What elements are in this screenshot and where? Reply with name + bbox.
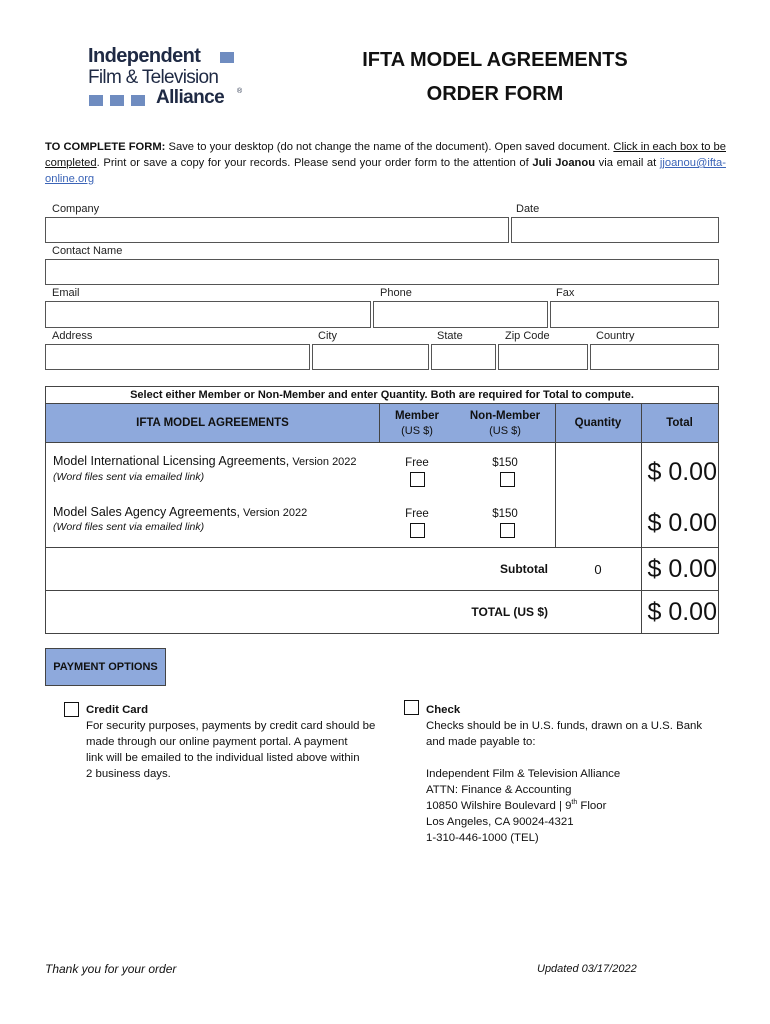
member-checkbox-1[interactable]	[410, 472, 425, 487]
contact-name-field[interactable]	[45, 259, 719, 285]
zip-label: Zip Code	[505, 330, 550, 342]
header-quantity: Quantity	[574, 417, 622, 429]
member-price-1: Free	[405, 457, 429, 469]
logo-line-3: Alliance	[156, 87, 225, 108]
logo-square	[89, 95, 103, 106]
instructions-underlined: Click in each box to be completed	[45, 141, 726, 169]
subtotal-label: Subtotal	[500, 562, 548, 576]
member-checkbox-2[interactable]	[410, 523, 425, 538]
logo-square	[131, 95, 145, 106]
subtotal-divider	[46, 547, 718, 548]
product-note-1: (Word files sent via emailed link)	[53, 471, 205, 483]
logo-line-2: Film & Television	[88, 67, 219, 88]
city-label: City	[318, 330, 337, 342]
credit-card-checkbox[interactable]	[64, 702, 79, 717]
product-name-1	[53, 454, 357, 468]
payment-options-header: PAYMENT OPTIONS	[45, 648, 166, 686]
quantity-input-2[interactable]	[556, 495, 640, 546]
order-table-header	[46, 403, 718, 443]
form-title: IFTA MODEL AGREEMENTS	[362, 49, 628, 71]
header-member-label: Member	[394, 409, 440, 422]
row-total-1: $ 0.00	[647, 458, 717, 486]
address-field[interactable]	[45, 344, 310, 370]
product-name-2	[53, 505, 307, 519]
state-label: State	[437, 330, 463, 342]
phone-label: Phone	[380, 287, 412, 299]
check-title: Check	[426, 704, 461, 716]
check-line: Checks should be in U.S. funds, drawn on a U.S. Bank	[426, 720, 703, 732]
company-label: Company	[52, 203, 100, 215]
order-table	[45, 386, 719, 634]
credit-card-line: made through our online payment portal. A payment	[86, 736, 348, 748]
city-field[interactable]	[312, 344, 429, 370]
instructions-lead: TO COMPLETE FORM:	[45, 141, 166, 153]
product-version-2: Version 2022	[239, 507, 308, 519]
email-field[interactable]	[45, 301, 371, 328]
state-field[interactable]	[431, 344, 496, 370]
credit-card-line: link will be emailed to the individual listed above within	[86, 752, 360, 764]
logo-line-1: Independent	[88, 45, 201, 67]
zip-field[interactable]	[498, 344, 588, 370]
credit-card-line: For security purposes, payments by credit card should be	[86, 720, 376, 732]
instructions-text-3: via email at	[595, 157, 660, 169]
nonmember-price-2: $150	[492, 508, 518, 520]
email-link[interactable]: jjoanou@ifta-online.org	[45, 157, 726, 185]
total-value: $ 0.00	[647, 598, 717, 626]
total-label: TOTAL (US $)	[471, 605, 548, 619]
row-total-2: $ 0.00	[647, 509, 717, 537]
header-member-unit: (US $)	[401, 424, 433, 437]
product-version-1: Version 2022	[289, 456, 357, 468]
nonmember-checkbox-1[interactable]	[500, 472, 515, 487]
instructions-text-2: . Print or save a copy for your records. Please send your order form to the attention of	[96, 157, 533, 169]
logo-square	[220, 52, 234, 63]
subtotal-value: $ 0.00	[647, 555, 717, 583]
subtotal-quantity: 0	[594, 562, 602, 577]
street-floor: Floor	[577, 800, 607, 812]
credit-card-line: 2 business days.	[86, 768, 171, 780]
product-name-2-text: Model Sales Agency Agreements,	[53, 505, 240, 519]
instructions	[45, 139, 726, 187]
credit-card-option	[86, 702, 375, 782]
nonmember-checkbox-2[interactable]	[500, 523, 515, 538]
address-label: Address	[52, 330, 93, 342]
ifta-logo	[88, 46, 248, 108]
phone-field[interactable]	[373, 301, 548, 328]
order-table-caption: Select either Member or Non-Member and enter Quantity. Both are required for Total to compute.	[130, 389, 634, 401]
check-spacer	[426, 750, 702, 766]
credit-card-title: Credit Card	[86, 704, 149, 716]
country-field[interactable]	[590, 344, 719, 370]
header-agreements: IFTA MODEL AGREEMENTS	[136, 417, 289, 429]
company-field[interactable]	[45, 217, 509, 243]
fax-label: Fax	[556, 287, 575, 299]
total-divider	[46, 590, 718, 591]
product-name-1-text: Model International Licensing Agreements,	[53, 454, 290, 468]
form-subtitle: ORDER FORM	[426, 83, 564, 105]
date-label: Date	[516, 203, 540, 215]
check-address-street	[426, 798, 702, 814]
check-option	[426, 702, 702, 846]
check-checkbox[interactable]	[404, 700, 419, 715]
header-divider	[379, 403, 380, 443]
quantity-input-1[interactable]	[556, 444, 640, 494]
email-label: Email	[52, 287, 80, 299]
instructions-text-1: Save to your desktop (do not change the name of the document). Open saved document.	[165, 141, 614, 153]
country-label: Country	[596, 330, 635, 342]
logo-square	[110, 95, 124, 106]
check-address-attn: ATTN: Finance & Accounting	[426, 784, 572, 796]
date-field[interactable]	[511, 217, 719, 243]
header-nonmember-unit: (US $)	[489, 424, 521, 437]
member-price-2: Free	[405, 508, 429, 520]
header-divider	[555, 403, 556, 443]
nonmember-price-1: $150	[492, 457, 518, 469]
header-divider	[641, 403, 642, 443]
street-text: 10850 Wilshire Boulevard | 9	[426, 800, 572, 812]
registered-mark: ®	[237, 88, 243, 95]
thank-you-note: Thank you for your order	[45, 962, 177, 976]
product-note-2: (Word files sent via emailed link)	[53, 521, 205, 533]
check-address-phone: 1-310-446-1000 (TEL)	[426, 832, 539, 844]
check-address-city: Los Angeles, CA 90024-4321	[426, 816, 574, 828]
header-member	[379, 404, 455, 443]
header-nonmember-label: Non-Member	[469, 409, 541, 422]
header-total: Total	[666, 417, 693, 429]
contact-name-label: Contact Name	[52, 245, 123, 257]
check-address-org: Independent Film & Television Alliance	[426, 768, 621, 780]
updated-date: Updated 03/17/2022	[537, 963, 637, 975]
fax-field[interactable]	[550, 301, 719, 328]
check-line: and made payable to:	[426, 736, 536, 748]
header-nonmember	[455, 404, 555, 443]
street-ordinal: th	[571, 799, 578, 806]
instructions-attention: Juli Joanou	[532, 157, 596, 169]
